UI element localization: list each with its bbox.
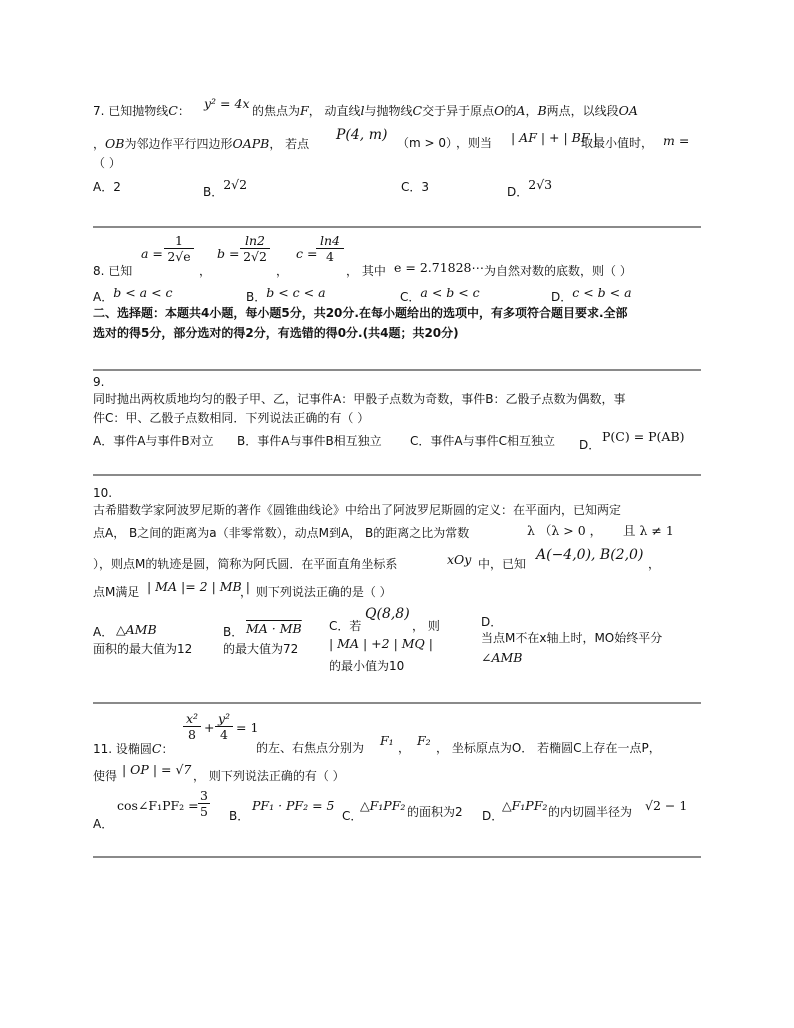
- q11-option-d-expr: △F₁PF₂: [502, 798, 548, 813]
- q9-option-c: C．事件A与事件C相互独立: [410, 434, 555, 448]
- option-value: b < a < c: [113, 285, 173, 300]
- q7-text: ， 动直线: [308, 104, 361, 118]
- q9-option-d-expr: P(C) = P(AB): [602, 429, 685, 444]
- q10-option-a-label: A．: [93, 625, 114, 639]
- q9-stem-line2: 件C：甲、乙骰子点数相同．下列说法正确的有（ ）: [93, 411, 370, 425]
- q10-points: A(−4,0), B(2,0): [536, 547, 644, 563]
- q7-stem-line1-rest: [252, 103, 638, 118]
- option-value: a < b < c: [420, 285, 480, 300]
- q10-option-c-expr: Q(8,8): [365, 606, 410, 622]
- q7-text: 的: [504, 104, 517, 118]
- q11-prefix: [93, 741, 174, 756]
- q10-option-a-text: 面积的最大值为12: [93, 642, 193, 656]
- q7-option-c: [401, 180, 429, 194]
- q8-a-lhs: a =: [141, 246, 163, 261]
- q7-stem-line1: [93, 103, 190, 118]
- q8-suffix: 为自然对数的底数，则（ ）: [484, 264, 632, 278]
- section-2-line2: 选对的得5分，部分选对的得2分，有选错的得0分.(共4题；共20分): [93, 326, 459, 340]
- q7-option-d: [507, 177, 553, 199]
- q7-var: A: [516, 103, 526, 118]
- divider: [93, 856, 701, 858]
- q11-option-d-label: D．: [482, 809, 504, 823]
- q7-var: OA: [618, 103, 638, 118]
- q10-option-c-text: 的最小值为10: [329, 659, 405, 673]
- q11-text3: 使得: [93, 769, 118, 783]
- fraction-denominator: 8: [188, 727, 196, 742]
- q10-option-d-label: D．: [481, 615, 503, 629]
- q11-text2: ， 坐标原点为O． 若椭圆C上存在一点P，: [436, 741, 661, 755]
- q7-stem-line2: [93, 136, 309, 151]
- q11-option-d-text: 的内切圆半径为: [548, 805, 633, 819]
- q11-option-a-lhs: cos∠F₁PF₂ =: [117, 798, 199, 813]
- q11-option-c-text: 的面积为2: [407, 805, 463, 819]
- q11-y-fraction: [215, 711, 233, 742]
- q8-option-d: [551, 285, 632, 304]
- q9-option-b: B．事件A与事件B相互独立: [237, 434, 382, 448]
- q10-xoy: xOy: [447, 552, 472, 567]
- divider: [93, 226, 701, 228]
- option-label: C．: [400, 290, 421, 304]
- q7-parabola-equation: y² = 4x: [204, 96, 250, 111]
- q10-comma: ，: [648, 557, 661, 571]
- q7-option-b: [203, 177, 248, 199]
- fraction-numerator: x²: [185, 711, 199, 726]
- q11-x-fraction: [183, 711, 201, 742]
- q7-text: 的焦点为: [252, 104, 301, 118]
- q9-option-d-label: D．: [579, 438, 601, 452]
- q7-text: ：: [177, 104, 190, 118]
- q10-stem-line4b: ， 则下列说法正确的是（ ）: [240, 585, 392, 599]
- q8-b-fraction: [240, 233, 270, 264]
- q7-var: F: [300, 103, 309, 118]
- q11-option-b-expr: PF₁ · PF₂ = 5: [252, 798, 335, 813]
- q10-number: 10.: [93, 486, 113, 500]
- q7-var: OB: [105, 136, 125, 151]
- option-label: B．: [203, 185, 224, 199]
- fraction-denominator: 4: [326, 249, 334, 264]
- q7-text: 两点，以线段: [546, 104, 619, 118]
- fraction-denominator: 2√2: [243, 249, 267, 264]
- q9-stem-line1: 同时抛出两枚质地均匀的骰子甲、乙，记事件A：甲骰子点数为奇数，事件B：乙骰子点数为偶数，事: [93, 392, 626, 406]
- q11-f2: F₂: [417, 733, 431, 748]
- q11-var: C: [151, 741, 162, 756]
- q7-option-a: [93, 180, 121, 194]
- q7-text: 取最小值时，: [581, 136, 654, 150]
- q7-text: ， 若点: [269, 137, 310, 151]
- q10-stem-line1: 古希腊数学家阿波罗尼斯的著作《圆锥曲线论》中给出了阿波罗尼斯圆的定义：在平面内，已知两定: [93, 503, 622, 517]
- q10-option-c-then: ， 则: [412, 619, 440, 633]
- option-label: B．: [246, 290, 267, 304]
- q11-option-a-label: A．: [93, 817, 114, 831]
- q7-condition: （m > 0）: [397, 136, 459, 150]
- q8-middle: ， 其中: [346, 264, 386, 278]
- q7-expression: | AF | + | BF |: [511, 130, 598, 145]
- q7-text: ，: [93, 137, 106, 151]
- q7-text: 交于异于原点: [422, 104, 495, 118]
- q10-lambda-neq: 且 λ ≠ 1: [623, 523, 674, 538]
- q10-option-b-expr: MA · MB: [246, 621, 302, 636]
- q10-option-d-text1: 当点M不在x轴上时，MO始终平分: [481, 631, 663, 645]
- divider: [93, 474, 701, 476]
- option-value: 3: [421, 180, 430, 194]
- q7-var: B: [537, 103, 547, 118]
- q8-comma: ，: [276, 264, 289, 278]
- q10-stem-line3b: 中，已知: [478, 557, 527, 571]
- divider: [93, 369, 701, 371]
- option-value: b < c < a: [266, 285, 326, 300]
- option-label: D．: [551, 290, 573, 304]
- q8-b-lhs: b =: [217, 246, 240, 261]
- q11-option-c-label: C．: [342, 809, 363, 823]
- q11-eq1: = 1: [236, 720, 259, 735]
- q8-c-lhs: c =: [296, 246, 318, 261]
- fraction-denominator: 4: [220, 727, 228, 742]
- q11-plus: +: [204, 720, 215, 735]
- q8-a-fraction: [164, 233, 194, 264]
- q11-option-b-label: B．: [229, 809, 250, 823]
- q11-text1: 的左、右焦点分别为: [256, 741, 365, 755]
- q11-option-c-expr: △F₁PF₂: [360, 798, 406, 813]
- q10-condition: | MA |= 2 | MB |: [147, 579, 250, 594]
- q9-option-a: A．事件A与事件B对立: [93, 434, 214, 448]
- q10-option-c-expr2: | MA | +2 | MQ |: [329, 636, 433, 651]
- q8-option-b: [246, 285, 326, 304]
- q9-number: 9.: [93, 375, 105, 389]
- q11-option-a-fraction: [198, 788, 210, 819]
- q7-var: OAPB: [232, 136, 270, 151]
- q8-prefix: 8. 已知: [93, 264, 133, 278]
- q10-option-a-expr: △AMB: [116, 622, 157, 637]
- fraction-numerator: ln2: [244, 233, 265, 248]
- q10-stem-line3: ），则点M的轨迹是圆，简称为阿氏圆．在平面直角坐标系: [93, 557, 398, 571]
- q11-option-d-value: √2 − 1: [645, 798, 688, 813]
- option-label: D．: [507, 185, 529, 199]
- q7-m-equals: m =: [663, 133, 690, 148]
- q10-option-b-label: B．: [223, 625, 244, 639]
- q10-lambda-condition: λ （λ > 0 ，: [527, 523, 603, 538]
- q11-text4: ， 则下列说法正确的有（ ）: [193, 769, 345, 783]
- q7-text: ，: [525, 104, 538, 118]
- q10-option-d-text2: ∠AMB: [481, 650, 523, 665]
- option-label: A．: [93, 180, 114, 194]
- q10-stem-line4: 点M满足: [93, 585, 140, 599]
- q7-point-p: P(4, m): [336, 127, 388, 143]
- fraction-numerator: ln4: [319, 233, 340, 248]
- option-value: 2√3: [528, 177, 553, 192]
- q10-stem-line2: 点A， B之间的距离为a（非零常数），动点M到A， B的距离之比为常数: [93, 526, 470, 540]
- q7-text: 7. 已知抛物线: [93, 104, 169, 118]
- divider: [93, 702, 701, 704]
- q8-comma: ，: [199, 264, 212, 278]
- q8-option-a: [93, 285, 173, 304]
- q11-comma: ，: [398, 741, 411, 755]
- option-label: A．: [93, 290, 114, 304]
- q7-var: O: [494, 103, 505, 118]
- option-label: C．: [401, 180, 422, 194]
- option-value: c < b < a: [572, 285, 632, 300]
- fraction-numerator: 3: [200, 788, 208, 803]
- fraction-numerator: 1: [175, 233, 183, 248]
- q8-option-c: [400, 285, 480, 304]
- q10-option-b-text: 的最大值为72: [223, 642, 299, 656]
- q8-c-fraction: [316, 233, 344, 264]
- q7-text: 为邻边作平行四边形: [124, 137, 233, 151]
- option-value: 2√2: [223, 177, 248, 192]
- q7-answer-paren: （ ）: [93, 156, 121, 170]
- q8-e-value: e = 2.71828⋯: [394, 260, 485, 275]
- fraction-denominator: 2√e: [167, 249, 191, 264]
- q7-text: ，则当: [456, 136, 493, 150]
- q7-var: C: [412, 103, 423, 118]
- q11-f1: F₁: [380, 733, 394, 748]
- q7-text: 与抛物线: [364, 104, 413, 118]
- fraction-denominator: 5: [200, 804, 208, 819]
- q7-var-c: C: [168, 103, 178, 118]
- q11-text: 11. 设椭圆: [93, 742, 152, 756]
- q11-op: | OP | = √7: [122, 762, 192, 777]
- option-value: 2: [113, 180, 121, 194]
- q10-option-c-label: C．若: [329, 619, 362, 633]
- q11-text: ：: [161, 742, 174, 756]
- fraction-numerator: y²: [217, 711, 231, 726]
- q7-var: l: [360, 103, 365, 118]
- section-2-line1: 二、选择题：本题共4小题，每小题5分，共20分.在每小题给出的选项中，有多项符合题目要求.全部: [93, 306, 628, 320]
